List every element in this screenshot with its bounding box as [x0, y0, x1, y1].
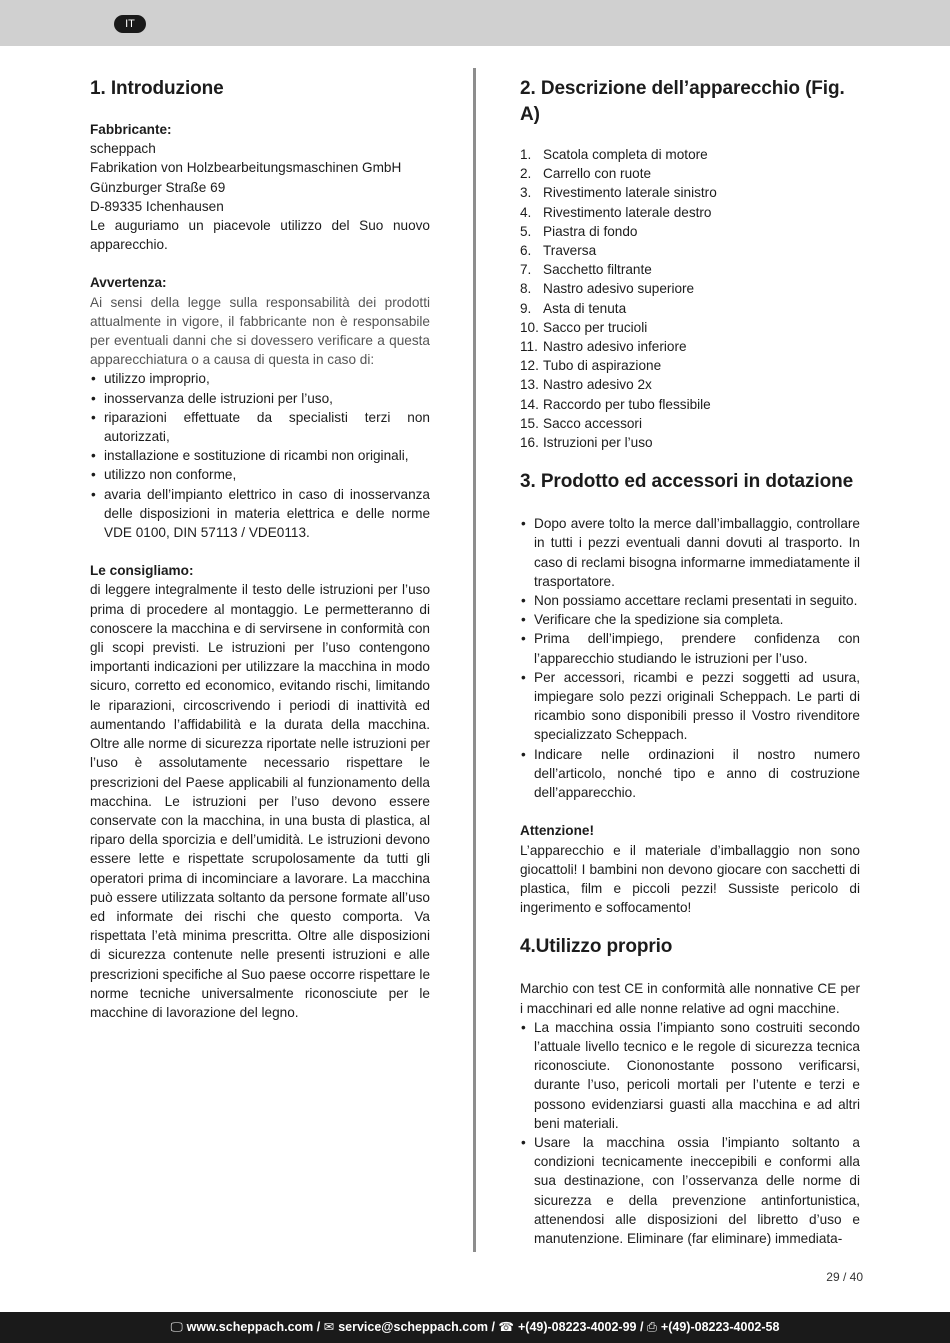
- list-item: 3. Rivestimento laterale sinistro: [520, 185, 717, 201]
- monitor-icon: 🖵: [170, 1320, 183, 1334]
- right-column: [520, 76, 860, 1248]
- list-item: 1. Scatola completa di motore: [520, 147, 708, 162]
- list-item: 5. Piastra di fondo: [520, 223, 638, 239]
- list-item: 11. Nastro adesivo inferiore: [520, 339, 687, 355]
- language-badge: IT: [114, 15, 146, 33]
- manufacturer-wish: Le auguriamo un piacevole utilizzo del Suo nuovo apparecchio.: [90, 218, 430, 253]
- manufacturer-line: D-89335 Ichenhausen: [90, 198, 224, 214]
- delivery-list: [520, 514, 860, 802]
- parts-list: [520, 145, 860, 452]
- list-item: • inosservanza delle istruzioni per l’uso,: [90, 389, 430, 408]
- use-title: 4.Utilizzo proprio: [520, 936, 673, 958]
- list-item: 9. Asta di tenuta: [520, 300, 627, 316]
- list-item: 13. Nastro adesivo 2x: [520, 377, 652, 393]
- footer-phone: +(49)-08223-4002-99 /: [517, 1320, 644, 1334]
- footer-fax: +(49)-08223-4002-58: [660, 1320, 780, 1334]
- list-item: • Non possiamo accettare reclami presentati in seguito.: [520, 591, 860, 610]
- list-item: 12. Tubo di aspirazione: [520, 358, 662, 374]
- footer-bar: [0, 1312, 950, 1343]
- list-item: 7. Sacchetto filtrante: [520, 262, 652, 278]
- delivery-title: 3. Prodotto ed accessori in dotazione: [520, 471, 854, 493]
- manufacturer-line: Günzburger Straße 69: [90, 179, 226, 195]
- attention-label: Attenzione!: [520, 823, 595, 839]
- list-item: 14. Raccordo per tubo flessibile: [520, 396, 711, 412]
- footer-email-link[interactable]: service@scheppach.com /: [338, 1320, 495, 1334]
- list-item: • Per accessori, ricambi e pezzi soggetti ad usura, impiegare solo pezzi originali Scheppach. Le parti di ricambio sono disponibili presso il Vostro rivenditore specializzato Scheppach.: [520, 668, 860, 745]
- list-item: 15. Sacco accessori: [520, 415, 642, 431]
- page-number: 29 / 40: [826, 1270, 863, 1284]
- description-title: 2. Descrizione dell’apparecchio (Fig. A): [520, 78, 845, 125]
- mail-icon: ✉: [323, 1320, 335, 1334]
- list-item: • Usare la macchina ossia l’impianto soltanto a condizioni tecnicamente ineccepibili e conformi alla sua destinazione, con l’osservanza delle norme di sicurezza e della prevenzione antinfortunistica, attenendosi alle disposizioni del libretto d’uso e manutenzione. Eliminare (far eliminare) immediata-: [520, 1133, 860, 1248]
- left-column: [90, 76, 430, 1022]
- manufacturer-label: Fabbricante:: [90, 122, 172, 137]
- footer-web-link[interactable]: www.scheppach.com /: [186, 1320, 321, 1334]
- use-intro: Marchio con test CE in conformità alle nonnative CE per i macchinari ed alle nonne relative ad ogni macchine.: [520, 981, 860, 1016]
- list-item: • avaria dell’impianto elettrico in caso di inosservanza delle disposizioni in materia elettrica e delle norme VDE 0100, DIN 57113 / VDE0113.: [90, 485, 430, 543]
- list-item: 4. Rivestimento laterale destro: [520, 204, 712, 220]
- list-item: • riparazioni effettuate da specialisti terzi non autorizzati,: [90, 408, 430, 446]
- manufacturer-line: scheppach: [90, 141, 156, 157]
- list-item: • La macchina ossia l’impianto sono costruiti secondo l’attuale livello tecnico e le regole di sicurezza tecnica riconosciute. Ciononostante possono verificarsi, durante l’uso, pericoli mortali per l’utente e terzi e possono evidenziarsi guasti alla macchina e ad altri beni materiali.: [520, 1018, 860, 1133]
- warning-label: Avvertenza:: [90, 275, 167, 291]
- list-item: • Dopo avere tolto la merce dall’imballaggio, controllare in tutti i pezzi eventuali danni dovuti al trasporto. In caso di reclami bisogna informarne immediatamente il trasportatore.: [520, 514, 860, 591]
- phone-icon: ☎: [498, 1320, 514, 1334]
- list-item: • Verificare che la spedizione sia completa.: [520, 610, 860, 629]
- warning-list: [90, 369, 430, 542]
- warning-text: Ai sensi della legge sulla responsabilità dei prodotti attualmente in vigore, il fabbricante non è responsabile per eventuali danni che si dovessero verificare a questa apparecchiatura o a causa di questa in caso di:: [90, 294, 430, 368]
- list-item: 6. Traversa: [520, 243, 597, 259]
- list-item: • utilizzo improprio,: [90, 369, 430, 388]
- use-list: [520, 1018, 860, 1248]
- advice-label: Le consigliamo:: [90, 563, 194, 579]
- list-item: • Prima dell’impiego, prendere confidenza con l’apparecchio studiando le istruzioni per l’uso.: [520, 629, 860, 667]
- advice-text: di leggere integralmente il testo delle istruzioni per l’uso prima di procedere al montaggio. Le permetteranno di conoscere la macchina e di servirsene in conformità con gli scopi previsti. Le istruzioni per l’uso contengono importanti indicazioni per utilizzare la macchina in modo sicuro, corretto ed economico, evitando rischi, limitando le riparazioni, circoscrivendo i periodi di inattività ed aumentando l’affidabilità e la durata della macchina. Oltre alle norme di sicurezza riportate nelle istruzioni per l’uso è assolutamente necessario rispettare le prescrizioni del Paese applicabili al funzionamento della macchina. Le istruzioni per l’uso devono essere conservate con la macchina, in una busta di plastica, al riparo della sporcizia e dell’umidità. Le istruzioni devono essere lette e rispettate scrupolosamente da tutti gli operatori prima di incominciare a lavorare. La macchina può essere utilizzata soltanto da persone formate all’uso ed informate dei rischi che questo comporta. Va rispettata l’età minima prescritta. Oltre alle disposizioni di sicurezza contenute nelle presenti istruzioni e alle prescrizioni specifiche al Suo paese occorre rispettare le norme tecniche universalmente riconosciute per le macchine di lavorazione del legno.: [90, 582, 431, 1020]
- list-item: • utilizzo non conforme,: [90, 465, 430, 484]
- list-item: • Indicare nelle ordinazioni il nostro numero dell’articolo, nonché tipo e anno di costruzione dell’apparecchio.: [520, 745, 860, 803]
- list-item: 10. Sacco per trucioli: [520, 319, 648, 335]
- fax-icon: ⎙: [646, 1320, 657, 1334]
- attention-text: L’apparecchio e il materiale d’imballaggio non sono giocattoli! I bambini non devono giocare con sacchetti di plastica, film e piccoli pezzi! Sussiste pericolo di ingerimento e soffocamento!: [520, 842, 860, 916]
- list-item: 2. Carrello con ruote: [520, 166, 652, 182]
- list-item: • installazione e sostituzione di ricambi non originali,: [90, 446, 430, 465]
- intro-title: 1. Introduzione: [90, 78, 224, 99]
- column-divider: [473, 68, 476, 1252]
- header-bar: [0, 0, 950, 46]
- list-item: 8. Nastro adesivo superiore: [520, 281, 695, 297]
- list-item: 16. Istruzioni per l’uso: [520, 435, 653, 451]
- manufacturer-line: Fabrikation von Holzbearbeitungsmaschinen GmbH: [90, 160, 402, 176]
